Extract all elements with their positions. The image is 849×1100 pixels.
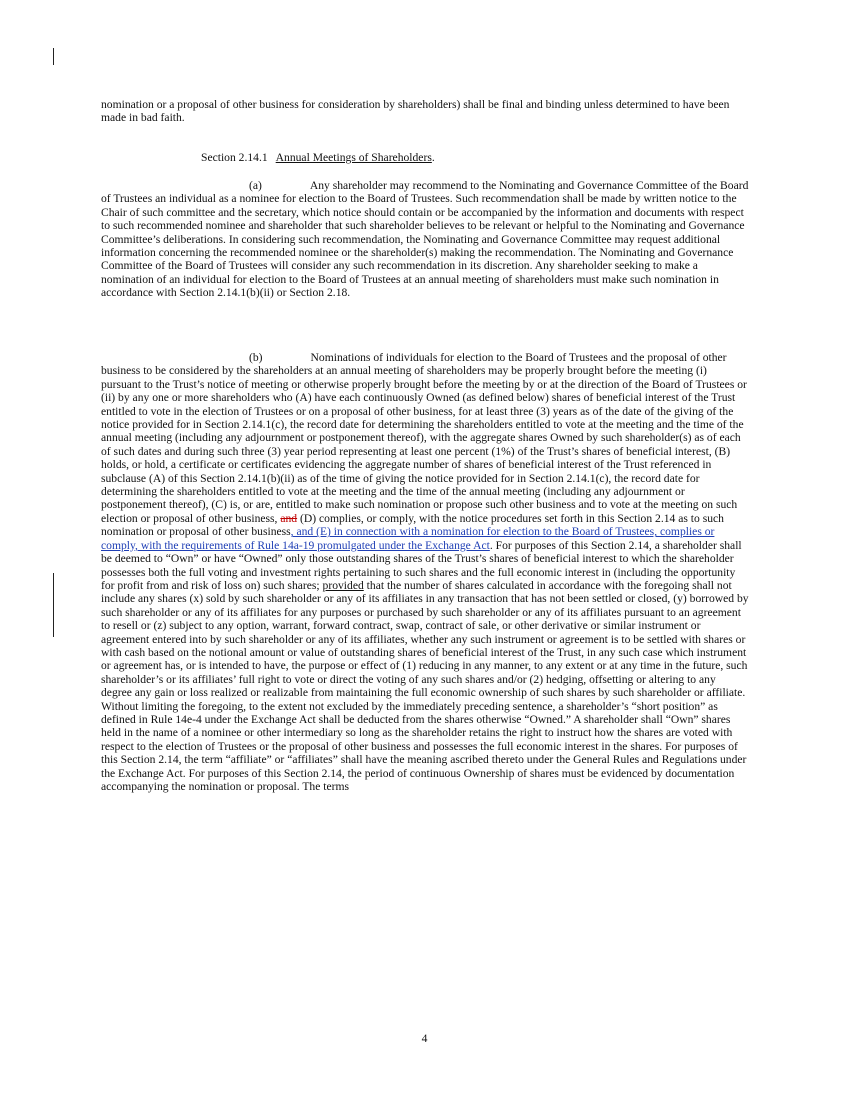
paragraph-a-label: (a) xyxy=(249,179,262,192)
revision-bar-amendment xyxy=(53,573,54,637)
inserted-text: , and (E) in connection with a nomination for election to the Board of Trustees, complies or comply, with the requirements of Rule 14a-19 promulgated under the Exchange Act xyxy=(101,525,715,552)
section-heading xyxy=(101,151,749,164)
revision-bar-top xyxy=(53,48,54,65)
deleted-text: and xyxy=(280,511,298,525)
paragraph-b-text-2: (D) complies, or comply, with the notice procedures set forth in this Section 2.14 as to such nomination or proposal of other business xyxy=(101,511,724,539)
paragraph-b xyxy=(101,351,749,793)
intro-text: nomination or a proposal of other business for consideration by shareholders) shall be final and binding unless determined to have been made in bad faith. xyxy=(101,98,730,125)
page-number: 4 xyxy=(421,1032,428,1045)
provided-term: provided xyxy=(322,578,364,592)
paragraph-b-text-1: Nominations of individuals for election to the Board of Trustees and the proposal of other business to be considered by the shareholders at an annual meeting of shareholders may be properly brought before the meeting (i) pursuant to the Trust’s notice of meeting or otherwise properly brought before the meeting by or at the direction of the Board of Trustees or (ii) by any one or more shareholders who (A) have each continuously Owned (as defined below) shares of beneficial interest of the Trust entitled to vote in the election of Trustees or on a proposal of other business, for at least three (3) years as of the date of the giving of the notice provided for in Section 2.14.1(c), the record date for determining the shareholders entitled to vote at the meeting and the time of the annual meeting (including any adjournment or postponement thereof), with the aggregate shares Owned by such shareholder(s) as of each of such dates and during such three (3) year period representing at least one percent (1%) of the Trust’s shares of beneficial interest, (B) holds, or hold, a certificate or certificates evidencing the aggregate number of shares of beneficial interest of the Trust referenced in subclause (A) of this Section 2.14.1(b)(ii) as of the time of giving the notice provided for in Section 2.14.1(c), the record date for determining the shareholders entitled to vote at the meeting and the time of the annual meeting (including any adjournment or postponement thereof), (C) is, or are, entitled to make such nomination or propose such other business and to vote at the meeting on such election or proposal of other business, xyxy=(101,351,747,525)
paragraph-b-text-3: . For purposes of this Section 2.14, a shareholder shall be deemed to “Own” or have “Owned” only those outstanding shares of the Trust’s shares of beneficial interest to which the shareholder possesses both the full voting and investment rights pertaining to such shares and the full economic interest in (including the opportunity for profit from and risk of loss on) such shares; xyxy=(101,538,742,592)
section-title: Annual Meetings of Shareholders xyxy=(275,151,432,164)
paragraph-a-text: Any shareholder may recommend to the Nominating and Governance Committee of the Board of Trustees an individual as a nominee for election to the Board of Trustees. Such recommendation shall be made by written notice to the Chair of such committee and the secretary, which notice should contain or be accompanied by the information and documents with respect to such recommended nominee and shareholder that such shareholder believes to be relevant or helpful to the Nominating and Governance Committee’s deliberations. In considering such recommendation, the Nominating and Governance Committee may request additional information concerning the recommended nominee or the shareholder(s) making the recommendation. The Nominating and Governance Committee of the Board of Trustees will consider any such recommendation in its discretion. Any shareholder seeking to make a nomination of an individual for election to the Board of Trustees at an annual meeting of shareholders must make such nomination in accordance with Section 2.14.1(b)(ii) or Section 2.18. xyxy=(101,179,749,300)
paragraph-b-text-4: that the number of shares calculated in accordance with the foregoing shall not include any shares (x) sold by such shareholder or any of its affiliates in any transaction that has not been settled or closed, (y) borrowed by such shareholder or any of its affiliates for any purposes or purchased by such shareholder or any of its affiliates pursuant to an agreement to resell or (z) subject to any option, warrant, forward contract, swap, contract of sale, or other derivative or similar instrument or agreement entered into by such shareholder or any of its affiliates, whether any such instrument or agreement is to be settled with shares or with cash based on the notional amount or value of outstanding shares of beneficial interest of the Trust, in any such case which instrument or agreement has, or is intended to have, the purpose or effect of (1) reducing in any manner, to any extent or at any time in the future, such shareholder’s or its affiliates’ full right to vote or direct the voting of any such shares and/or (2) hedging, offsetting or altering to any degree any gain or loss realized or realizable from maintaining the full economic ownership of such shares by such shareholder or affiliate. Without limiting the foregoing, to the extent not excluded by the immediately preceding sentence, a shareholder’s “short position” as defined in Rule 14e-4 under the Exchange Act shall be deducted from the shares otherwise “Owned.” A shareholder shall “Own” shares held in the name of a nominee or other intermediary so long as the shareholder retains the right to instruct how the shares are voted with respect to the election of Trustees or the proposal of other business and possesses the full economic interest in the shares. For purposes of this Section 2.14, the term “affiliate” or “affiliates” shall have the meaning ascribed thereto under the General Rules and Regulations under the Exchange Act. For purposes of this Section 2.14, the period of continuous Ownership of shares must be evidenced by documentation accompanying the nomination or proposal. The terms xyxy=(101,578,749,793)
section-title-end: . xyxy=(431,151,435,164)
paragraph-a xyxy=(101,179,749,300)
paragraph-b-label: (b) xyxy=(249,351,263,364)
section-number: Section 2.14.1 xyxy=(201,151,268,164)
intro-paragraph xyxy=(101,98,749,125)
